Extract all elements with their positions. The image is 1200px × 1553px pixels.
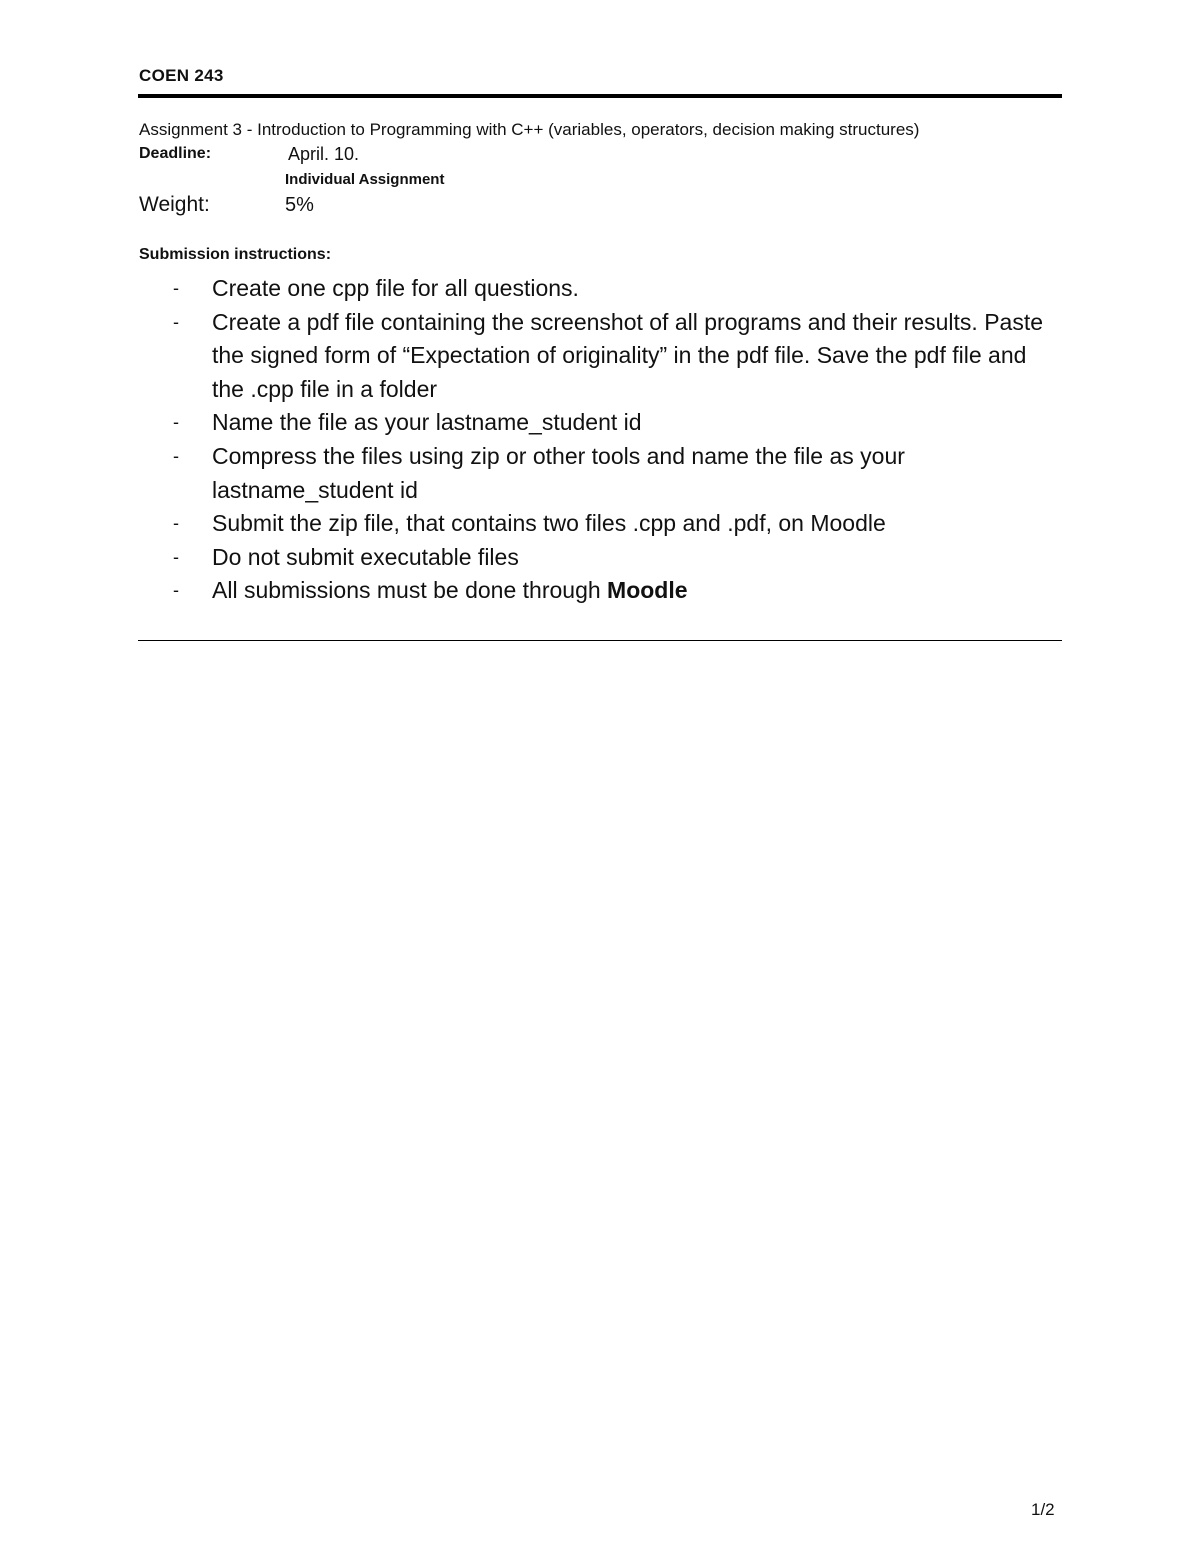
instruction-text: Do not submit executable files bbox=[212, 543, 519, 570]
page-number: 1/2 bbox=[1031, 1500, 1055, 1519]
bullet-dash: - bbox=[173, 513, 179, 534]
bullet-dash: - bbox=[173, 580, 179, 601]
instruction-list bbox=[173, 272, 1063, 608]
instruction-text bbox=[212, 577, 688, 603]
assignment-title: Assignment 3 - Introduction to Programming with C++ (variables, operators, decision making structures) bbox=[139, 120, 920, 139]
list-item bbox=[173, 306, 1063, 407]
weight-label: Weight: bbox=[139, 193, 210, 216]
course-code: COEN 243 bbox=[139, 66, 224, 85]
instruction-text: Create a pdf file containing the screenshot of all programs and their results. Paste the signed form of “Expectation of originality” in the pdf file. Save the pdf file and the .cpp file in a folder bbox=[212, 308, 1044, 402]
bullet-dash: - bbox=[173, 546, 179, 567]
bullet-dash: - bbox=[173, 311, 179, 332]
list-item bbox=[173, 440, 1063, 507]
list-item bbox=[173, 507, 1063, 541]
instruction-text-prefix: All submissions must be done through bbox=[212, 577, 608, 604]
list-item bbox=[173, 272, 1063, 306]
list-item bbox=[173, 406, 1063, 440]
header-divider bbox=[138, 94, 1062, 98]
bullet-dash: - bbox=[173, 445, 179, 466]
list-item bbox=[173, 541, 1063, 575]
bullet-dash: - bbox=[173, 278, 179, 298]
weight-value: 5% bbox=[285, 194, 314, 216]
list-item bbox=[173, 574, 1063, 608]
instruction-text: Compress the files using zip or other tools and name the file as your lastname_student id bbox=[212, 442, 905, 503]
submission-heading: Submission instructions: bbox=[139, 246, 332, 263]
bullet-dash: - bbox=[173, 412, 179, 433]
instruction-text: Submit the zip file, that contains two files .cpp and .pdf, on Moodle bbox=[212, 510, 886, 537]
instruction-text: Create one cpp file for all questions. bbox=[212, 275, 579, 301]
individual-assignment-note: Individual Assignment bbox=[285, 171, 445, 188]
moodle-emphasis: Moodle bbox=[607, 577, 688, 604]
instruction-text: Name the file as your lastname_student id bbox=[212, 409, 642, 436]
deadline-label: Deadline: bbox=[139, 145, 212, 162]
deadline-value: April. 10. bbox=[288, 144, 360, 164]
section-divider bbox=[138, 640, 1062, 641]
